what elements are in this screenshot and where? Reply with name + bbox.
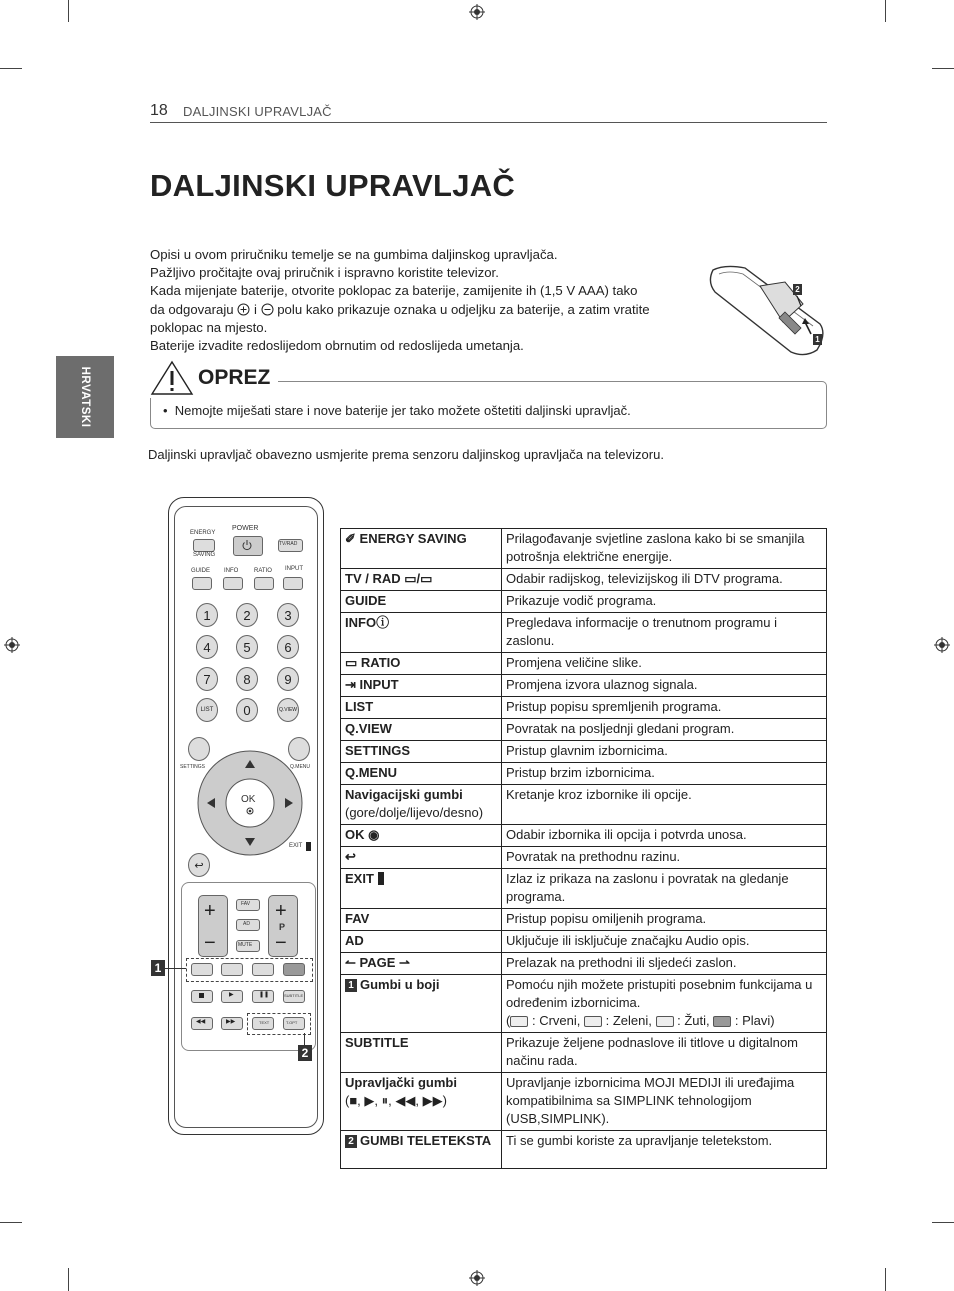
table-desc: Pristup popisu omiljenih programa. (502, 909, 827, 931)
back-icon: ↩ (345, 849, 356, 864)
key-text: OK (345, 827, 365, 842)
remote-label-info: INFO (224, 568, 239, 574)
table-key: SUBTITLE (341, 1033, 502, 1073)
callout-2: 2 (298, 1045, 312, 1061)
color-blue-label: : Plavi) (734, 1013, 775, 1028)
minus-pole-icon (261, 303, 274, 316)
intro-line: Pažljivo pročitajte ovaj priručnik i ispravno koristite televizor. (150, 265, 499, 281)
program-up-icon: + (275, 900, 287, 922)
color-yellow-label: : Žuti, (677, 1013, 710, 1028)
table-row (341, 741, 827, 763)
table-desc: Kretanje kroz izbornike ili opcije. (502, 785, 827, 825)
qview-button: Q.VIEW (277, 698, 299, 722)
registration-mark-icon (469, 4, 485, 20)
intro-line: Kada mijenjate baterije, otvorite poklopac za baterije, zamijenite ih (1,5 V AAA) tako (150, 283, 638, 299)
table-desc: Uključuje ili isključuje značajku Audio opis. (502, 931, 827, 953)
rewind-icon: ◀◀ (196, 1019, 206, 1025)
table-desc: Upravljanje izbornicima MOJI MEDIJI ili uređajima kompatibilnima sa SIMPLINK tehnologijom (USB,SIMPLINK). (502, 1073, 827, 1131)
table-key (341, 847, 502, 869)
table-key: Q.MENU (341, 763, 502, 785)
remote-label-tvrad: TV/RAD (279, 541, 298, 547)
table-row (341, 613, 827, 653)
crop-mark (885, 0, 886, 22)
key-subtext: (gore/dolje/lijevo/desno) (345, 805, 484, 820)
table-row (341, 909, 827, 931)
remote-label-exit: EXIT (289, 843, 303, 849)
digit-button: 2 (236, 603, 258, 627)
remote-label-topt: T.OPT (286, 1020, 298, 1025)
callout-leader (304, 1033, 305, 1045)
exit-icon (306, 842, 311, 851)
key-text: PAGE (359, 955, 396, 970)
crop-mark (885, 1268, 886, 1291)
table-desc: Prikazuje vodič programa. (502, 591, 827, 613)
key-subtext: (■, ▶, ⏸, ◀◀, ▶▶) (345, 1093, 447, 1108)
intro-paragraph (150, 246, 695, 355)
callout-badge: 1 (345, 979, 357, 992)
table-row (341, 931, 827, 953)
caution-header (150, 358, 278, 398)
table-key (341, 953, 502, 975)
table-row (341, 953, 827, 975)
digit-button: 1 (196, 603, 218, 627)
digit-button: 7 (196, 667, 218, 691)
crop-mark (68, 1268, 69, 1291)
table-desc: Prikazuje željene podnaslove ili titlove u digitalnom načinu rada. (502, 1033, 827, 1073)
table-desc: Prelazak na prethodni ili sljedeći zaslon. (502, 953, 827, 975)
table-desc: Ti se gumbi koriste za upravljanje teletekstom. (502, 1131, 827, 1169)
table-desc: Odabir radijskog, televizijskog ili DTV programa. (502, 569, 827, 591)
table-desc: Promjena veličine slike. (502, 653, 827, 675)
intro-line (150, 301, 695, 319)
warning-triangle-icon (150, 360, 194, 396)
crop-mark (0, 68, 22, 69)
digit-button: 8 (236, 667, 258, 691)
crop-mark (932, 68, 954, 69)
caution-title: OPREZ (198, 366, 271, 389)
table-key (341, 653, 502, 675)
key-text: Gumbi u boji (360, 977, 440, 992)
remote-label-mute: MUTE (238, 942, 253, 948)
table-key (341, 1073, 502, 1131)
table-row (341, 675, 827, 697)
play-icon: ▶ (229, 992, 234, 998)
table-key: AD (341, 931, 502, 953)
exit-icon (378, 872, 384, 885)
callout-2: 2 (793, 284, 802, 295)
table-key: SETTINGS (341, 741, 502, 763)
table-desc: Pristup glavnim izbornicima. (502, 741, 827, 763)
intro-fragment: polu kako prikazuje oznaka u odjeljku za baterije, a zatim vratite (277, 301, 650, 317)
table-row (341, 975, 827, 1033)
guide-button (192, 577, 212, 590)
callout-1: 1 (151, 960, 165, 976)
table-row (341, 825, 827, 847)
digit-button: 5 (236, 635, 258, 659)
table-row (341, 697, 827, 719)
blue-button (283, 963, 305, 976)
remote-label-ratio: RATIO (254, 568, 272, 574)
remote-label-saving: SAVING (193, 552, 216, 558)
desc-text: Pomoću njih možete pristupiti posebnim funkcijama u određenim izbornicima. (506, 977, 813, 1010)
callout-1: 1 (813, 334, 822, 345)
table-desc: Pregledava informacije o trenutnom programu i zaslonu. (502, 613, 827, 653)
ratio-button (254, 577, 274, 590)
table-row (341, 591, 827, 613)
table-desc: Izlaz iz prikaza na zaslonu i povratak na gledanje programa. (502, 869, 827, 909)
energy-saving-button (193, 539, 215, 552)
table-key (341, 975, 502, 1033)
callout-badge: 2 (345, 1135, 357, 1148)
table-desc: Povratak na posljednji gledani program. (502, 719, 827, 741)
remote-label-fav: FAV (241, 901, 251, 907)
page-title: DALJINSKI UPRAVLJAČ (150, 168, 516, 203)
info-icon: ⓘ (376, 615, 390, 630)
digit-button: 0 (236, 698, 258, 722)
header-rule (150, 122, 827, 123)
input-button (283, 577, 303, 590)
remote-label-settings: SETTINGS (180, 764, 206, 770)
table-key: FAV (341, 909, 502, 931)
table-key (341, 613, 502, 653)
table-key (341, 1131, 502, 1169)
remote-label-text: TEXT (259, 1020, 270, 1025)
intro-fragment: da odgovaraju (150, 301, 234, 317)
remote-label-power: POWER (232, 525, 259, 532)
remote-function-table (340, 528, 827, 1169)
key-text: EXIT (345, 871, 374, 886)
crop-mark (68, 0, 69, 22)
key-text: GUMBI TELETEKSTA (360, 1133, 492, 1148)
key-text: ENERGY SAVING (359, 531, 467, 546)
digit-button: 6 (277, 635, 299, 659)
yellow-button-icon (656, 1016, 674, 1027)
input-icon: ⇥ (345, 677, 356, 692)
battery-cover-illustration (705, 262, 830, 357)
table-key: LIST (341, 697, 502, 719)
table-row (341, 785, 827, 825)
table-desc: Pristup popisu spremljenih programa. (502, 697, 827, 719)
intro-line: Baterije izvadite redoslijedom obrnutim od redoslijeda umetanja. (150, 338, 524, 354)
key-text: RATIO (360, 655, 401, 670)
table-desc: Pristup brzim izbornicima. (502, 763, 827, 785)
stop-icon (199, 993, 204, 998)
digit-button: 9 (277, 667, 299, 691)
table-key: Q.VIEW (341, 719, 502, 741)
program-down-icon: − (275, 932, 287, 954)
table-row (341, 847, 827, 869)
list-button: LIST (196, 698, 218, 722)
power-icon (241, 539, 253, 551)
caution-item: • Nemojte miješati stare i nove baterije jer tako možete oštetiti daljinski upravljač. (163, 403, 631, 418)
remote-label-subtitle: SUBTITLE (284, 993, 304, 998)
ratio-icon: ▭ (345, 655, 358, 670)
green-button-icon (584, 1016, 602, 1027)
table-desc: Pomoću njih možete pristupiti posebnim funkcijama u određenim izbornicima. ( : Crveni, : Zeleni, : Žuti, : Plavi) (502, 975, 827, 1033)
table-row (341, 569, 827, 591)
red-button (191, 963, 213, 976)
table-key (341, 825, 502, 847)
color-red-label: : Crveni, (531, 1013, 581, 1028)
page-left-icon: ↼ (345, 955, 356, 970)
table-row (341, 529, 827, 569)
digit-button: 4 (196, 635, 218, 659)
table-row (341, 1073, 827, 1131)
volume-up-icon: + (204, 900, 216, 922)
volume-down-icon: − (204, 932, 216, 954)
key-text: TV / RAD (345, 571, 401, 586)
table-key: GUIDE (341, 591, 502, 613)
ok-icon: ◉ (368, 827, 380, 842)
table-key (341, 785, 502, 825)
callout-leader (164, 968, 186, 969)
remote-label-qmenu: Q.MENU (290, 764, 310, 770)
key-text: Navigacijski gumbi (345, 787, 463, 802)
remote-label-guide: GUIDE (191, 568, 211, 574)
tv-rad-icon: ▭/▭ (404, 571, 433, 586)
table-desc: Povratak na prethodnu razinu. (502, 847, 827, 869)
intro-fragment: i (253, 301, 257, 317)
remote-label-p: P (279, 922, 286, 932)
energy-saving-icon: ✐ (345, 531, 356, 546)
language-side-tab (56, 356, 114, 438)
table-row (341, 653, 827, 675)
key-text: INFO (345, 615, 377, 630)
remote-label-ok: OK (241, 794, 256, 805)
blue-button-icon (713, 1016, 731, 1027)
running-header: DALJINSKI UPRAVLJAČ (183, 104, 332, 119)
table-row (341, 1033, 827, 1073)
key-text: Upravljački gumbi (345, 1075, 457, 1090)
table-row (341, 719, 827, 741)
registration-mark-icon (469, 1270, 485, 1286)
page-right-icon: ⇀ (399, 955, 410, 970)
table-key (341, 569, 502, 591)
table-desc: Prilagođavanje svjetline zaslona kako bi se smanjila potrošnja električne energije. (502, 529, 827, 569)
page-number: 18 (150, 102, 168, 119)
table-desc: Odabir izbornika ili opcija i potvrda unosa. (502, 825, 827, 847)
fast-forward-icon: ▶▶ (226, 1019, 236, 1025)
pause-icon: ❚❚ (259, 992, 270, 998)
yellow-button (252, 963, 274, 976)
remote-label-energy: ENERGY (190, 530, 216, 536)
back-button: ↩ (188, 853, 210, 877)
registration-mark-icon (934, 637, 950, 653)
plus-pole-icon (237, 303, 250, 316)
table-desc: Promjena izvora ulaznog signala. (502, 675, 827, 697)
caution-text: Nemojte miješati stare i nove baterije jer tako možete oštetiti daljinski upravljač. (174, 403, 631, 418)
table-row (341, 763, 827, 785)
table-key (341, 675, 502, 697)
table-row (341, 869, 827, 909)
info-button (223, 577, 243, 590)
aim-instruction: Daljinski upravljač obavezno usmjerite prema senzoru daljinskog upravljača na televizoru. (148, 447, 664, 462)
crop-mark (0, 1222, 22, 1223)
intro-line: Opisi u ovom priručniku temelje se na gumbima daljinskog upravljača. (150, 247, 558, 262)
remote-label-input: INPUT (285, 566, 303, 572)
side-tab-label: HRVATSKI (79, 366, 91, 428)
green-button (221, 963, 243, 976)
registration-mark-icon (4, 637, 20, 653)
color-green-label: : Zeleni, (605, 1013, 652, 1028)
table-key (341, 529, 502, 569)
crop-mark (932, 1222, 954, 1223)
table-key (341, 869, 502, 909)
intro-line: poklopac na mjesto. (150, 319, 268, 335)
red-button-icon (510, 1016, 528, 1027)
table-row (341, 1131, 827, 1169)
remote-label-ad: AD (243, 921, 250, 927)
key-text: INPUT (359, 677, 399, 692)
digit-button: 3 (277, 603, 299, 627)
